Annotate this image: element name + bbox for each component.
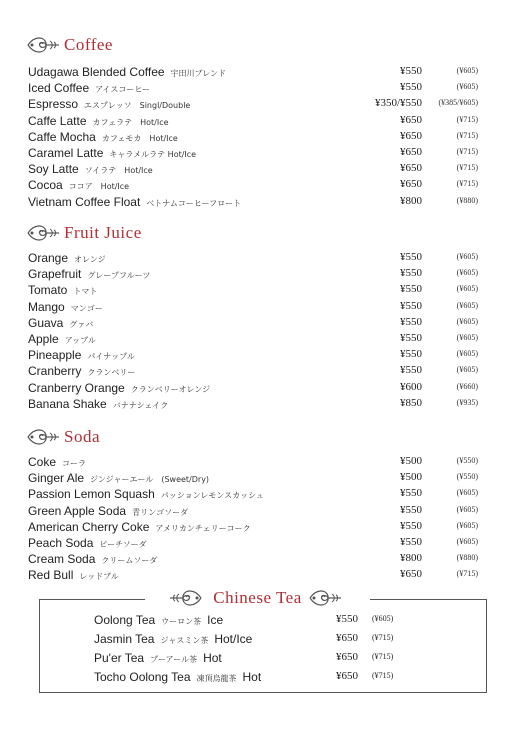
item-price: ¥650 [400, 113, 422, 126]
item-name-en: Guava [28, 315, 64, 330]
item-name-jp: パイナップル [87, 352, 135, 362]
menu-item [28, 65, 488, 81]
menu-item [28, 283, 488, 299]
item-price-tax: (¥605) [456, 66, 478, 75]
flourish-icon [26, 426, 60, 448]
item-name-en: Caramel Latte [28, 146, 104, 160]
item-price: ¥650 [336, 670, 358, 682]
item-name-en: Cranberry Orange [28, 380, 125, 395]
item-name-en: Tomato [28, 283, 68, 298]
item-price-tax: (¥715) [456, 114, 478, 124]
item-name-jp: ココア Hot/Ice [68, 182, 130, 192]
item-name-en: Caffe Mocha [28, 129, 96, 144]
soda-heading [26, 425, 100, 449]
coffee-title: Coffee [64, 35, 113, 54]
item-price: ¥550 [400, 364, 422, 377]
item-name-en: Udagawa Blended Coffee [28, 65, 165, 79]
menu-item [28, 251, 488, 267]
item-name-en: Peach Soda [28, 536, 94, 550]
item-option: Ice [207, 613, 224, 627]
item-price: ¥550 [400, 283, 422, 296]
item-name-en: Red Bull [28, 568, 74, 583]
item-price: ¥650 [400, 162, 422, 175]
item-name [28, 300, 103, 314]
item-price-tax: (¥715) [372, 671, 394, 680]
item-price: ¥550 [400, 81, 422, 94]
item-name-en: American Cherry Coke [28, 519, 150, 534]
menu-item [28, 487, 488, 503]
item-name [28, 504, 188, 518]
item-option: Hot [203, 651, 222, 665]
item-name [28, 487, 264, 501]
item-name-jp: グレープフルーツ [87, 271, 151, 281]
item-price-tax: (¥715) [372, 633, 394, 642]
item-name-jp: エスプレッソ Singl/Double [84, 101, 191, 111]
item-price-tax: (¥605) [456, 284, 478, 294]
item-price: ¥550 [400, 65, 422, 77]
item-name [28, 520, 251, 534]
tea-heading [145, 586, 370, 610]
menu-item [28, 81, 488, 97]
item-name-en: Soy Latte [28, 162, 79, 177]
item-price-tax: (¥605) [456, 537, 478, 546]
flourish-icon [26, 34, 60, 56]
item-name-jp: 青リンゴソーダ [132, 507, 189, 517]
item-name-en: Jasmin Tea [94, 632, 155, 646]
item-price: ¥650 [400, 146, 422, 158]
item-price: ¥550 [400, 536, 422, 548]
menu-item [28, 178, 488, 194]
item-name [94, 670, 261, 684]
item-name-jp: 宇田川ブレンド [170, 69, 227, 78]
item-price-tax: (¥880) [456, 195, 478, 205]
item-name-jp: ソイラテ Hot/Ice [84, 166, 153, 176]
item-name-en: Pineapple [28, 348, 82, 363]
item-name-jp: プーアール茶 [150, 655, 198, 664]
item-price-tax: (¥715) [456, 147, 478, 156]
item-name-jp: アイスコーヒー [95, 85, 151, 95]
item-name-jp: ベトナムコーヒーフロート [146, 198, 242, 208]
item-name [28, 536, 147, 550]
item-name [28, 65, 226, 79]
item-name-jp: クリームソーダ [101, 556, 158, 566]
item-price-tax: (¥660) [456, 381, 478, 391]
item-name-jp: アメリカンチェリーコーク [155, 523, 251, 533]
item-price: ¥650 [336, 651, 358, 663]
item-price-tax: (¥605) [456, 365, 478, 375]
item-name-en: Espresso [28, 97, 79, 112]
menu-item [28, 114, 488, 130]
item-name [28, 316, 93, 330]
menu-item [28, 332, 488, 348]
item-name-jp: カフェモカ Hot/Ice [101, 133, 178, 143]
item-name-en: Tocho Oolong Tea [94, 670, 191, 684]
item-name [28, 348, 135, 362]
item-name-en: Banana Shake [28, 396, 107, 411]
item-name-jp: 凍頂烏龍茶 [196, 674, 237, 683]
item-price: ¥650 [400, 129, 422, 142]
item-price-tax: (¥605) [456, 504, 478, 514]
coffee-heading [26, 33, 113, 57]
item-price-tax: (¥385/¥605) [438, 98, 478, 108]
menu-item [28, 504, 488, 520]
item-price-tax: (¥605) [372, 614, 394, 623]
item-name-en: Apple [28, 332, 59, 346]
item-name [28, 568, 119, 582]
item-name-en: Coke [28, 455, 57, 469]
item-name-jp: クランベリー [87, 368, 136, 378]
item-price-tax: (¥935) [456, 397, 478, 407]
item-name [28, 162, 153, 176]
item-price: ¥550 [336, 613, 358, 625]
item-name [28, 332, 96, 346]
menu-item [28, 455, 488, 471]
item-price: ¥550 [400, 519, 422, 532]
item-name-en: Cocoa [28, 178, 63, 193]
item-name-jp: レッドブル [79, 572, 119, 582]
item-name [28, 81, 150, 95]
menu-item [28, 348, 488, 364]
item-name-jp: カフェラテ Hot/Ice [92, 117, 169, 127]
item-name-en: Vietnam Coffee Float [28, 194, 141, 209]
item-name [28, 130, 178, 144]
item-name [28, 283, 97, 297]
item-name [28, 97, 190, 111]
item-price-tax: (¥715) [456, 163, 478, 173]
item-name [28, 178, 129, 192]
item-name-en: Passion Lemon Squash [28, 487, 155, 502]
menu-item [28, 130, 488, 146]
item-price: ¥550 [400, 503, 422, 516]
item-price-tax: (¥715) [372, 652, 394, 661]
item-price-tax: (¥605) [456, 488, 478, 498]
item-name [28, 146, 196, 160]
item-price-tax: (¥715) [456, 130, 478, 140]
item-name-en: Grapefruit [28, 267, 82, 282]
item-name [28, 251, 106, 265]
item-price-tax: (¥715) [456, 179, 478, 189]
menu-item [28, 568, 488, 584]
item-name [28, 195, 241, 209]
item-name-en: Oolong Tea [94, 613, 156, 627]
flourish-icon [26, 222, 60, 244]
item-name [28, 471, 209, 485]
item-name [28, 381, 210, 395]
menu-item [28, 471, 488, 487]
item-price-tax: (¥605) [456, 82, 478, 92]
item-name-jp: ジンジャーエール (Sweet/Dry) [90, 475, 210, 485]
item-name-en: Ginger Ale [28, 471, 85, 486]
item-option: Hot [242, 670, 262, 684]
item-price: ¥500 [400, 455, 422, 467]
item-name [28, 397, 168, 411]
item-price: ¥800 [400, 552, 422, 565]
fruit-heading [26, 221, 142, 245]
flourish-icon [169, 587, 203, 609]
item-name [94, 613, 223, 627]
menu-item [28, 381, 488, 397]
item-name [94, 651, 222, 665]
item-price: ¥650 [400, 178, 422, 191]
item-name-en: Iced Coffee [28, 81, 90, 96]
item-name-en: Mango [28, 299, 65, 314]
tea-title: Chinese Tea [213, 588, 302, 607]
item-price: ¥800 [400, 194, 422, 207]
item-price: ¥550 [400, 315, 422, 328]
fruit-title: Fruit Juice [64, 223, 142, 242]
item-price: ¥650 [400, 568, 422, 581]
item-price-tax: (¥605) [456, 520, 478, 530]
item-name-jp: キャラメルラテ Hot/Ice [109, 150, 197, 159]
item-name [94, 632, 252, 646]
menu-item [28, 195, 488, 211]
flourish-icon [308, 587, 342, 609]
soda-title: Soda [64, 427, 100, 446]
item-price-tax: (¥605) [456, 252, 478, 261]
item-price: ¥650 [336, 632, 358, 644]
menu-item [28, 146, 488, 162]
item-price-tax: (¥605) [456, 333, 478, 342]
item-name-jp: マンゴー [70, 303, 103, 313]
menu-item [28, 364, 488, 380]
item-name-en: Caffe Latte [28, 113, 87, 128]
menu-item [28, 97, 488, 113]
item-name-en: Orange [28, 251, 69, 265]
item-name [28, 455, 86, 469]
menu-item [28, 552, 488, 568]
item-price: ¥850 [400, 396, 422, 409]
menu-item [28, 520, 488, 536]
menu-item [94, 632, 454, 648]
item-name-jp: コーラ [62, 459, 87, 468]
item-price: ¥500 [400, 471, 422, 484]
item-option: Hot/Ice [214, 632, 253, 646]
item-name-en: Pu'er Tea [94, 651, 145, 665]
menu-item [28, 267, 488, 283]
item-name-jp: ピーチソーダ [99, 540, 147, 549]
item-name-jp: オレンジ [74, 255, 106, 264]
item-price-tax: (¥550) [456, 472, 478, 482]
item-name-jp: ジャスミン茶 [160, 636, 209, 645]
item-name [28, 364, 135, 378]
item-name-jp: バナナシェイク [112, 400, 169, 410]
item-price: ¥600 [400, 380, 422, 393]
item-price: ¥550 [400, 251, 422, 263]
menu-item [28, 397, 488, 413]
item-price: ¥350/¥550 [374, 97, 422, 110]
item-name [28, 114, 169, 128]
item-name-jp: ウーロン茶 [161, 617, 202, 626]
menu-item [94, 651, 454, 667]
item-price: ¥550 [400, 487, 422, 500]
menu-item [94, 670, 454, 686]
item-name-jp: パッションレモンスカッシュ [160, 491, 264, 501]
menu-item [28, 536, 488, 552]
item-name-jp: クランベリーオレンジ [130, 384, 211, 394]
menu-item [28, 300, 488, 316]
item-name-en: Cream Soda [28, 552, 96, 567]
item-name [28, 267, 150, 281]
item-name-en: Green Apple Soda [28, 503, 127, 518]
menu-item [28, 316, 488, 332]
item-name-jp: アップル [64, 336, 96, 345]
item-price-tax: (¥715) [456, 569, 478, 579]
item-price-tax: (¥550) [456, 456, 478, 465]
item-price-tax: (¥880) [456, 553, 478, 563]
item-price: ¥550 [400, 267, 422, 280]
item-name [28, 552, 157, 566]
item-price: ¥550 [400, 332, 422, 344]
item-price: ¥550 [400, 348, 422, 361]
menu-item [94, 613, 454, 629]
item-price-tax: (¥605) [456, 316, 478, 326]
item-name-jp: トマト [73, 287, 98, 297]
menu-item [28, 162, 488, 178]
item-price-tax: (¥605) [456, 300, 478, 310]
item-name-jp: グァバ [69, 319, 94, 329]
item-price-tax: (¥605) [456, 349, 478, 359]
item-price-tax: (¥605) [456, 268, 478, 278]
item-price: ¥550 [400, 299, 422, 312]
item-name-en: Cranberry [28, 364, 82, 379]
